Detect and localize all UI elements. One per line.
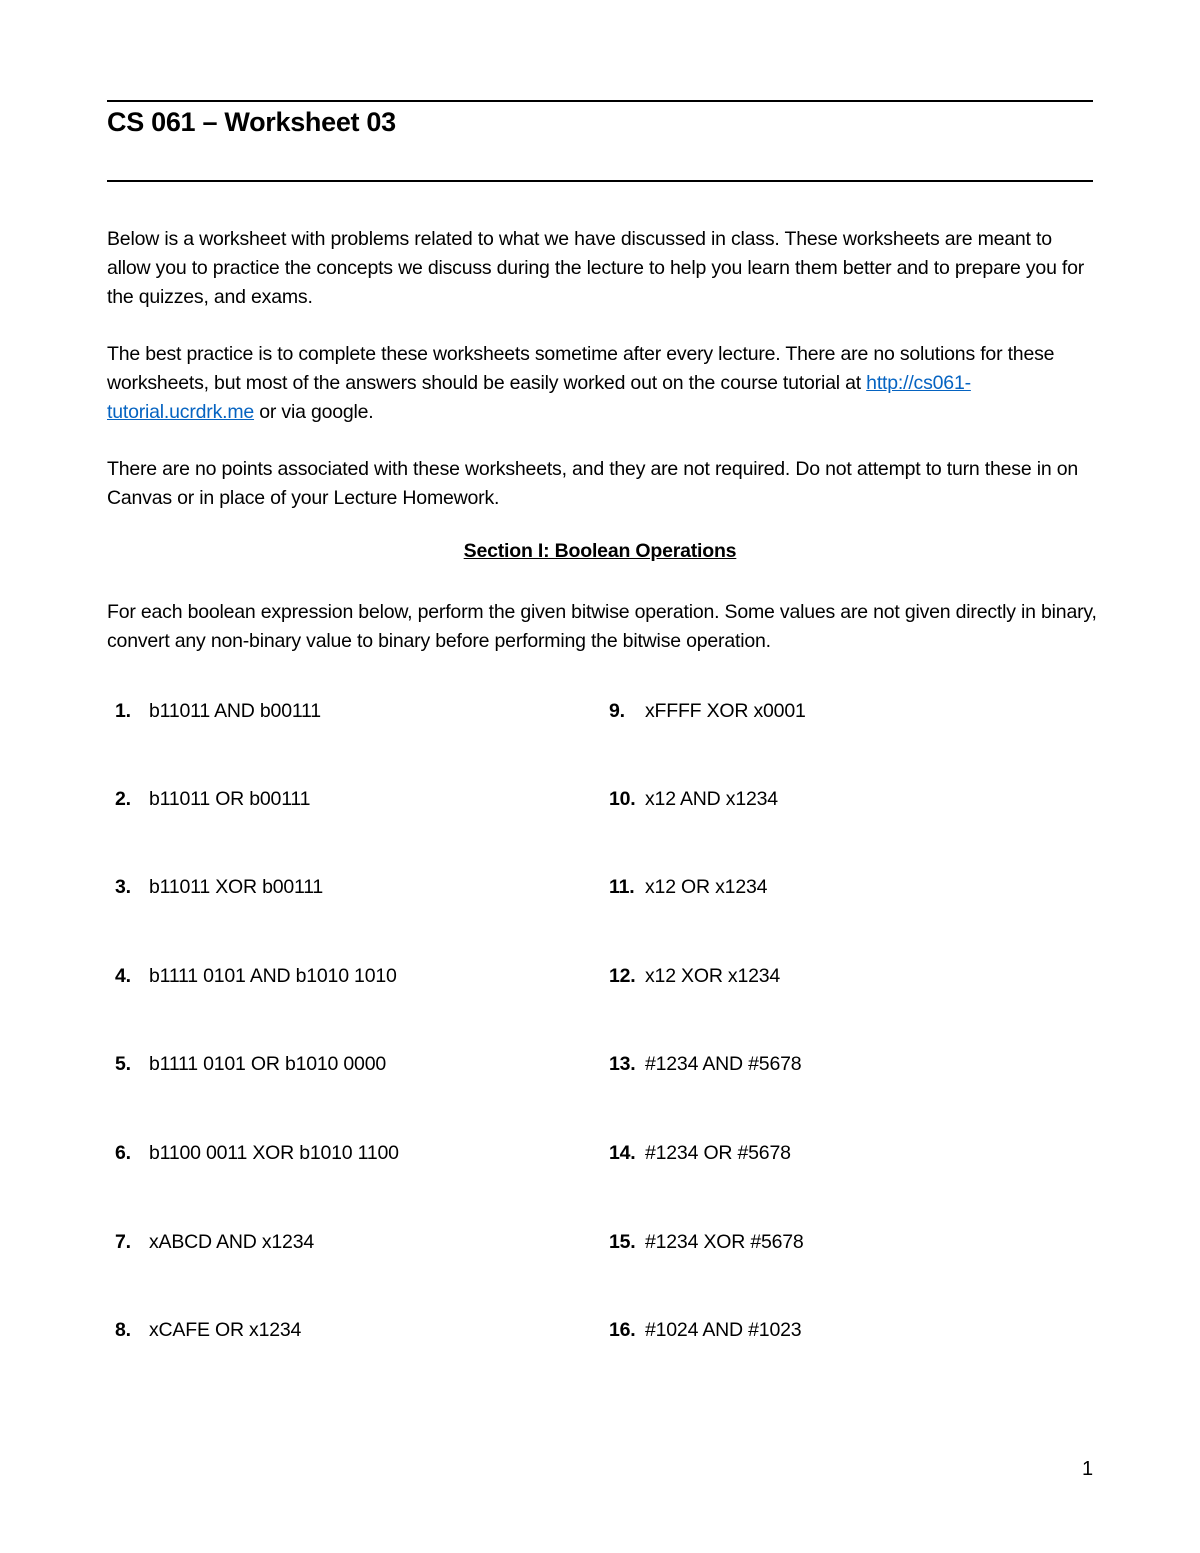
problem-text: xFFFF XOR x0001: [645, 700, 806, 722]
problem-item: [609, 873, 767, 902]
header-rule-top: [107, 100, 1093, 102]
problem-text: b1100 0011 XOR b1010 1100: [149, 1142, 399, 1164]
problem-item: [115, 1139, 399, 1168]
problem-text: b11011 XOR b00111: [149, 876, 324, 898]
problem-item: [115, 1228, 314, 1257]
problem-text: x12 XOR x1234: [645, 965, 781, 987]
problem-text: x12 OR x1234: [645, 876, 768, 898]
section-heading: Section I: Boolean Operations: [463, 540, 737, 562]
page-number: 1: [1082, 1458, 1094, 1480]
problem-number: 7.: [115, 1231, 131, 1253]
problem-number: 4.: [115, 965, 131, 987]
problem-text: b11011 AND b00111: [149, 700, 321, 722]
problem-item: [609, 1139, 791, 1168]
problem-number: 13.: [609, 1053, 636, 1075]
problem-text: #1234 XOR #5678: [645, 1231, 804, 1253]
problem-item: [115, 1316, 301, 1345]
problem-item: [115, 962, 397, 991]
problem-number: 11.: [609, 876, 635, 898]
problem-item: [609, 785, 778, 814]
problem-item: [609, 1228, 804, 1257]
intro-paragraph-1: Below is a worksheet with problems related to what we have discussed in class. These worksheets are meant to allow you to practice the concepts we discuss during the lecture to help you learn them better and to prepare you for the quizzes, and exams.: [107, 228, 1085, 308]
intro-paragraph-2: [107, 340, 1097, 427]
intro-paragraph-2-text: The best practice is to complete these worksheets sometime after every lecture. There are no solutions for these worksheets, but most of the answers should be easily worked out on the course tutorial at: [107, 343, 1055, 394]
problem-item: [609, 697, 806, 726]
section-instructions: For each boolean expression below, perform the given bitwise operation. Some values are not given directly in binary, convert any non-binary value to binary before performing the bitwise operation.: [107, 601, 1097, 652]
problem-number: 10.: [609, 788, 636, 810]
problem-number: 3.: [115, 876, 131, 898]
problem-item: [115, 785, 310, 814]
problem-number: 9.: [609, 700, 625, 722]
problem-text: xABCD AND x1234: [149, 1231, 314, 1253]
problem-item: [115, 697, 321, 726]
problem-text: b1111 0101 AND b1010 1010: [149, 965, 397, 987]
problem-item: [609, 962, 780, 991]
problem-number: 15.: [609, 1231, 636, 1253]
problem-item: [609, 1316, 801, 1345]
problem-number: 16.: [609, 1319, 636, 1341]
problem-text: #1234 OR #5678: [645, 1142, 791, 1164]
problem-text: b11011 OR b00111: [149, 788, 311, 810]
intro-paragraph-2-tail: or via google.: [254, 401, 374, 423]
problem-text: #1234 AND #5678: [645, 1053, 802, 1075]
problem-text: x12 AND x1234: [645, 788, 778, 810]
problem-text: b1111 0101 OR b1010 0000: [149, 1053, 386, 1075]
problem-number: 12.: [609, 965, 636, 987]
problem-number: 2.: [115, 788, 131, 810]
page-title: CS 061 – Worksheet 03: [107, 107, 396, 137]
tutorial-link[interactable]: http://cs061-tutorial.ucrdrk.me: [107, 372, 971, 423]
intro-paragraph-3: There are no points associated with these worksheets, and they are not required. Do not attempt to turn these in on Canvas or in place of your Lecture Homework.: [107, 458, 1078, 509]
problem-item: [115, 1050, 386, 1079]
problem-number: 1.: [115, 700, 131, 722]
problem-text: xCAFE OR x1234: [149, 1319, 302, 1341]
problem-number: 8.: [115, 1319, 131, 1341]
problem-number: 6.: [115, 1142, 131, 1164]
header-rule-bottom: [107, 180, 1093, 182]
problem-number: 5.: [115, 1053, 131, 1075]
problem-item: [115, 873, 323, 902]
problem-text: #1024 AND #1023: [645, 1319, 802, 1341]
problem-number: 14.: [609, 1142, 636, 1164]
problem-item: [609, 1050, 801, 1079]
